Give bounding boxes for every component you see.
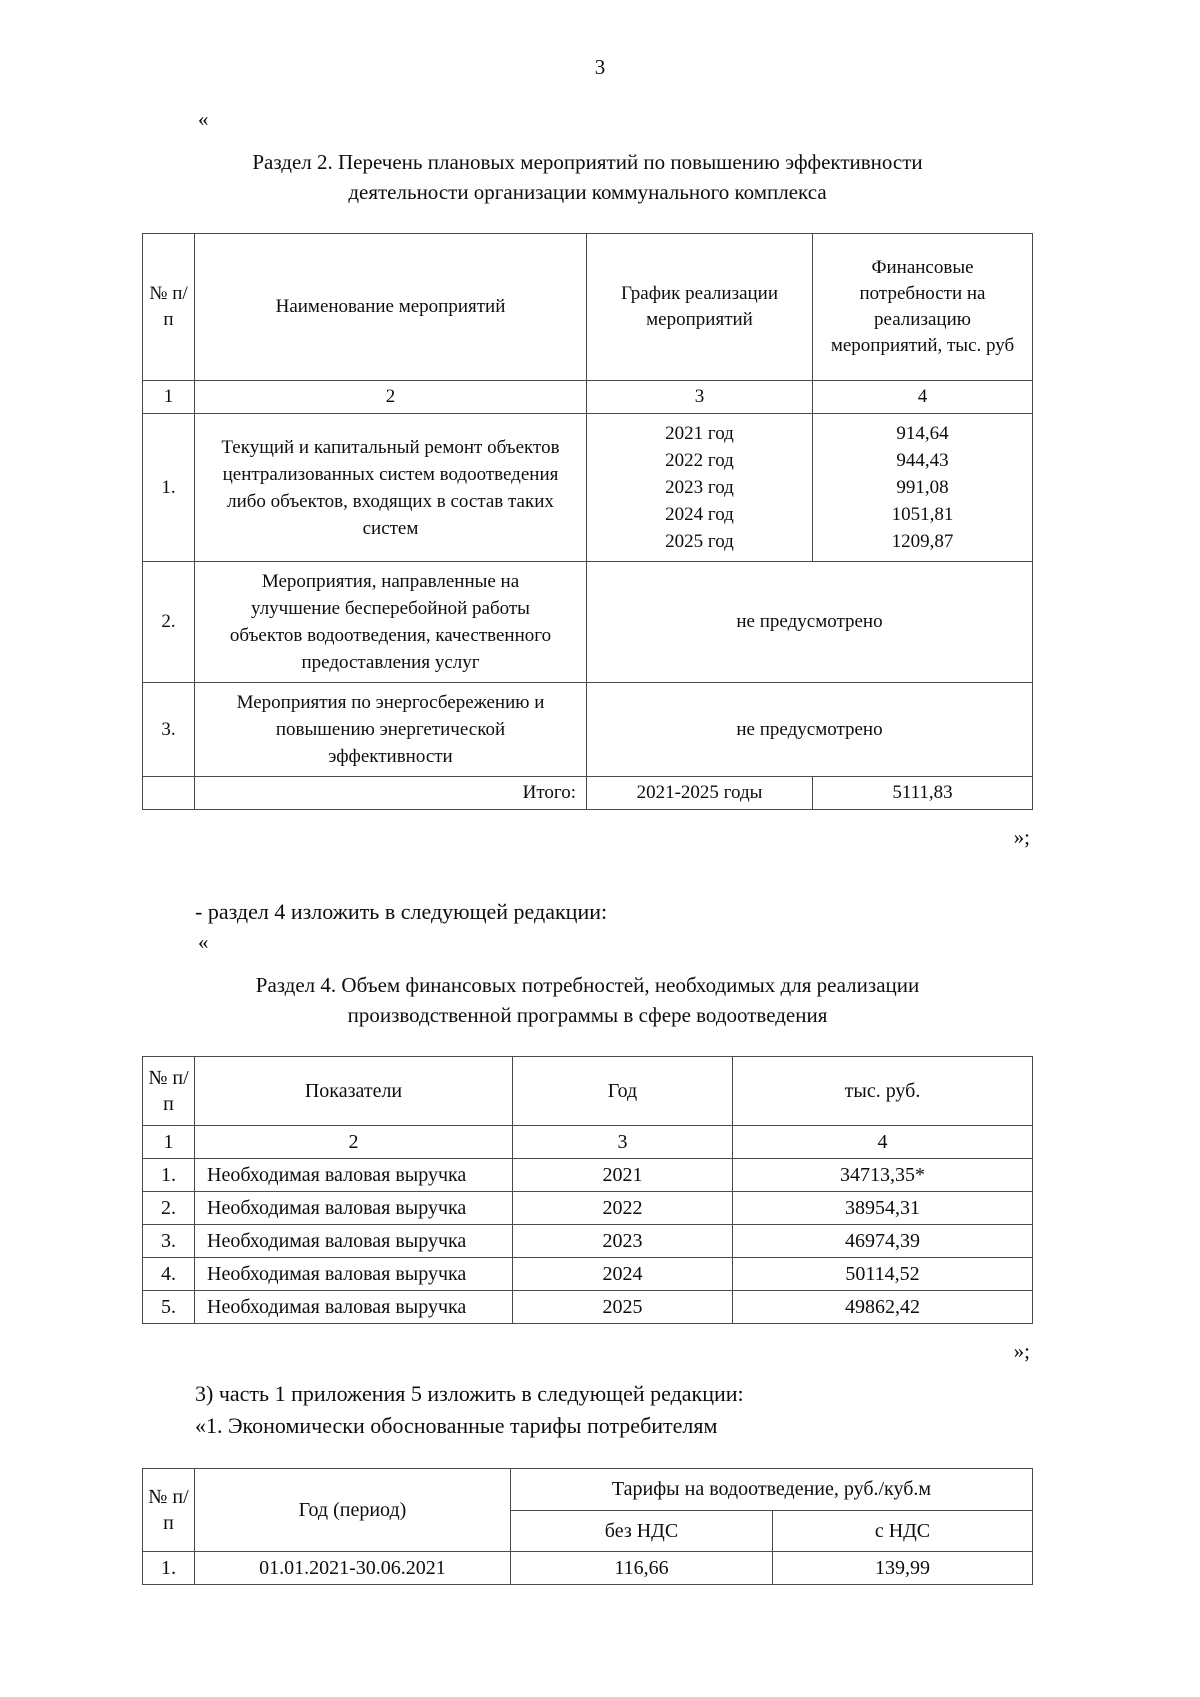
schedule-year-3: 2023 год: [665, 477, 734, 498]
table-row: [143, 562, 1033, 683]
row-number: 4.: [143, 1258, 195, 1291]
header-number: [142, 1469, 194, 1552]
header-number: [143, 1057, 195, 1126]
measure-name-line4: предоставления услуг: [301, 652, 480, 673]
header-number-line2: п/п: [163, 283, 188, 330]
table-revenue: [142, 1056, 1033, 1324]
quote-close-section4: »;: [1013, 1339, 1030, 1363]
colnum-1: 1: [143, 381, 195, 414]
row-number: 1.: [143, 414, 195, 562]
row-indicator: Необходимая валовая выручка: [195, 1159, 513, 1192]
table-revenue-column-numbers: [143, 1126, 1033, 1159]
row-not-provided: не предусмотрено: [587, 562, 1033, 683]
amount-3: 991,08: [896, 477, 949, 498]
measure-name-line3: эффективности: [328, 746, 453, 767]
row-not-provided: не предусмотрено: [587, 683, 1033, 777]
table-revenue-header-row: [143, 1057, 1033, 1126]
header-schedule-line1: График реализации: [620, 283, 779, 304]
row-year: 2024: [513, 1258, 733, 1291]
schedule-year-4: 2024 год: [665, 504, 734, 525]
schedule-year-2: 2022 год: [665, 450, 734, 471]
section4-title-line1: Раздел 4. Объем финансовых потребностей, необходимых для реализации: [255, 973, 920, 997]
table-row: [143, 1258, 1033, 1291]
header-number: [143, 234, 195, 381]
row-tariff-without-vat: 116,66: [510, 1552, 772, 1585]
header-financial-line2: потребности: [859, 283, 963, 304]
colnum-4: 4: [733, 1126, 1033, 1159]
header-number-line1: №: [148, 1067, 168, 1089]
quote-close-section2: »;: [1013, 825, 1030, 849]
header-schedule-line2: мероприятий: [646, 309, 753, 330]
table-row: [143, 683, 1033, 777]
amount-5: 1209,87: [891, 531, 954, 552]
page-number: 3: [594, 55, 606, 79]
row-year: 2025: [513, 1291, 733, 1324]
header-tariffs-group: Тарифы на водоотведение, руб./куб.м: [510, 1469, 1032, 1511]
colnum-1: 1: [143, 1126, 195, 1159]
table-tariffs: [142, 1468, 1033, 1585]
header-financial-line3: на реализацию: [874, 283, 986, 330]
table-total-row: [143, 777, 1033, 810]
header-year-period: Год (период): [194, 1469, 510, 1552]
row-indicator: Необходимая валовая выручка: [195, 1258, 513, 1291]
measure-name-line1: Мероприятия по энергосбережению и: [236, 692, 545, 713]
header-without-vat: без НДС: [510, 1510, 772, 1552]
row-number: 1.: [143, 1159, 195, 1192]
intro-section4: - раздел 4 изложить в следующей редакции:: [195, 899, 608, 924]
appendix5-title: «1. Экономически обоснованные тарифы потребителям: [195, 1413, 718, 1438]
amount-2: 944,43: [896, 450, 949, 471]
row-amounts: [813, 414, 1033, 562]
row-indicator: Необходимая валовая выручка: [195, 1291, 513, 1324]
table-measures: [142, 233, 1033, 810]
header-number-line1: №: [149, 283, 168, 304]
row-period: 01.01.2021-30.06.2021: [194, 1552, 510, 1585]
amount-4: 1051,81: [891, 504, 954, 525]
section2-title: [135, 147, 1040, 207]
row-year: 2021: [513, 1159, 733, 1192]
row-year: 2022: [513, 1192, 733, 1225]
table-row: [143, 1225, 1033, 1258]
schedule-year-5: 2025 год: [665, 531, 734, 552]
header-with-vat: с НДС: [772, 1510, 1032, 1552]
row-value: 38954,31: [733, 1192, 1033, 1225]
header-indicators: Показатели: [195, 1057, 513, 1126]
total-label: Итого:: [195, 777, 587, 810]
total-period: 2021-2025 годы: [587, 777, 813, 810]
row-number: 2.: [143, 562, 195, 683]
row-number: 1.: [142, 1552, 194, 1585]
header-financial-line5: тыс. руб: [947, 335, 1015, 356]
header-financial-line1: Финансовые: [871, 257, 974, 278]
table-row: [143, 1192, 1033, 1225]
row-measure-name: [195, 683, 587, 777]
row-schedule: [587, 414, 813, 562]
table-row: [143, 414, 1033, 562]
schedule-year-1: 2021 год: [665, 423, 734, 444]
table-tariffs-header-row-1: [142, 1469, 1032, 1511]
table-row: [142, 1552, 1032, 1585]
intro-appendix5: 3) часть 1 приложения 5 изложить в следующей редакции:: [195, 1381, 744, 1406]
total-amount: 5111,83: [813, 777, 1033, 810]
total-empty-cell: [143, 777, 195, 810]
colnum-4: 4: [813, 381, 1033, 414]
colnum-2: 2: [195, 381, 587, 414]
amount-1: 914,64: [896, 423, 949, 444]
row-number: 2.: [143, 1192, 195, 1225]
row-measure-name: [195, 562, 587, 683]
measure-name-line4: систем: [362, 517, 419, 539]
row-year: 2023: [513, 1225, 733, 1258]
row-number: 5.: [143, 1291, 195, 1324]
quote-open-section2: «: [198, 107, 209, 131]
colnum-3: 3: [587, 381, 813, 414]
measure-name-line2: улучшение бесперебойной работы: [251, 598, 530, 619]
header-number-line2: п/п: [163, 1067, 189, 1115]
document-content: [135, 105, 1040, 1585]
table-row: [143, 1291, 1033, 1324]
measure-name-line2: повышению энергетической: [275, 719, 506, 740]
section4-title: [135, 970, 1040, 1030]
row-value: 34713,35*: [733, 1159, 1033, 1192]
section2-title-line1: Раздел 2. Перечень плановых мероприятий по повышению эффективности: [252, 150, 923, 174]
header-thousand-rub: тыс. руб.: [733, 1057, 1033, 1126]
header-financial-line4: мероприятий,: [830, 335, 943, 356]
row-value: 50114,52: [733, 1258, 1033, 1291]
table-measures-column-numbers: [143, 381, 1033, 414]
colnum-3: 3: [513, 1126, 733, 1159]
row-tariff-with-vat: 139,99: [772, 1552, 1032, 1585]
header-number-line2: п/п: [163, 1486, 189, 1534]
measure-name-line2: централизованных систем водоотведения: [222, 463, 559, 485]
row-value: 49862,42: [733, 1291, 1033, 1324]
row-value: 46974,39: [733, 1225, 1033, 1258]
quote-open-section4: «: [198, 930, 209, 954]
header-schedule: [587, 234, 813, 381]
table-measures-header-row: [143, 234, 1033, 381]
section2-title-line2: деятельности организации коммунального комплекса: [348, 180, 827, 204]
row-number: 3.: [143, 1225, 195, 1258]
table-row: [143, 1159, 1033, 1192]
measure-name-line1: Мероприятия, направленные на: [261, 571, 520, 592]
section4-title-line2: производственной программы в сфере водоотведения: [347, 1003, 828, 1027]
measure-name-line3: объектов водоотведения, качественного: [229, 625, 552, 646]
measure-name-line3: либо объектов, входящих в состав таких: [227, 490, 554, 512]
colnum-2: 2: [195, 1126, 513, 1159]
header-financial-needs: [813, 234, 1033, 381]
row-number: 3.: [143, 683, 195, 777]
header-measure-name: Наименование мероприятий: [195, 234, 587, 381]
header-number-line1: №: [148, 1486, 168, 1508]
header-year: Год: [513, 1057, 733, 1126]
row-measure-name: [195, 414, 587, 562]
row-indicator: Необходимая валовая выручка: [195, 1225, 513, 1258]
row-indicator: Необходимая валовая выручка: [195, 1192, 513, 1225]
measure-name-line1: Текущий и капитальный ремонт объектов: [221, 436, 560, 458]
